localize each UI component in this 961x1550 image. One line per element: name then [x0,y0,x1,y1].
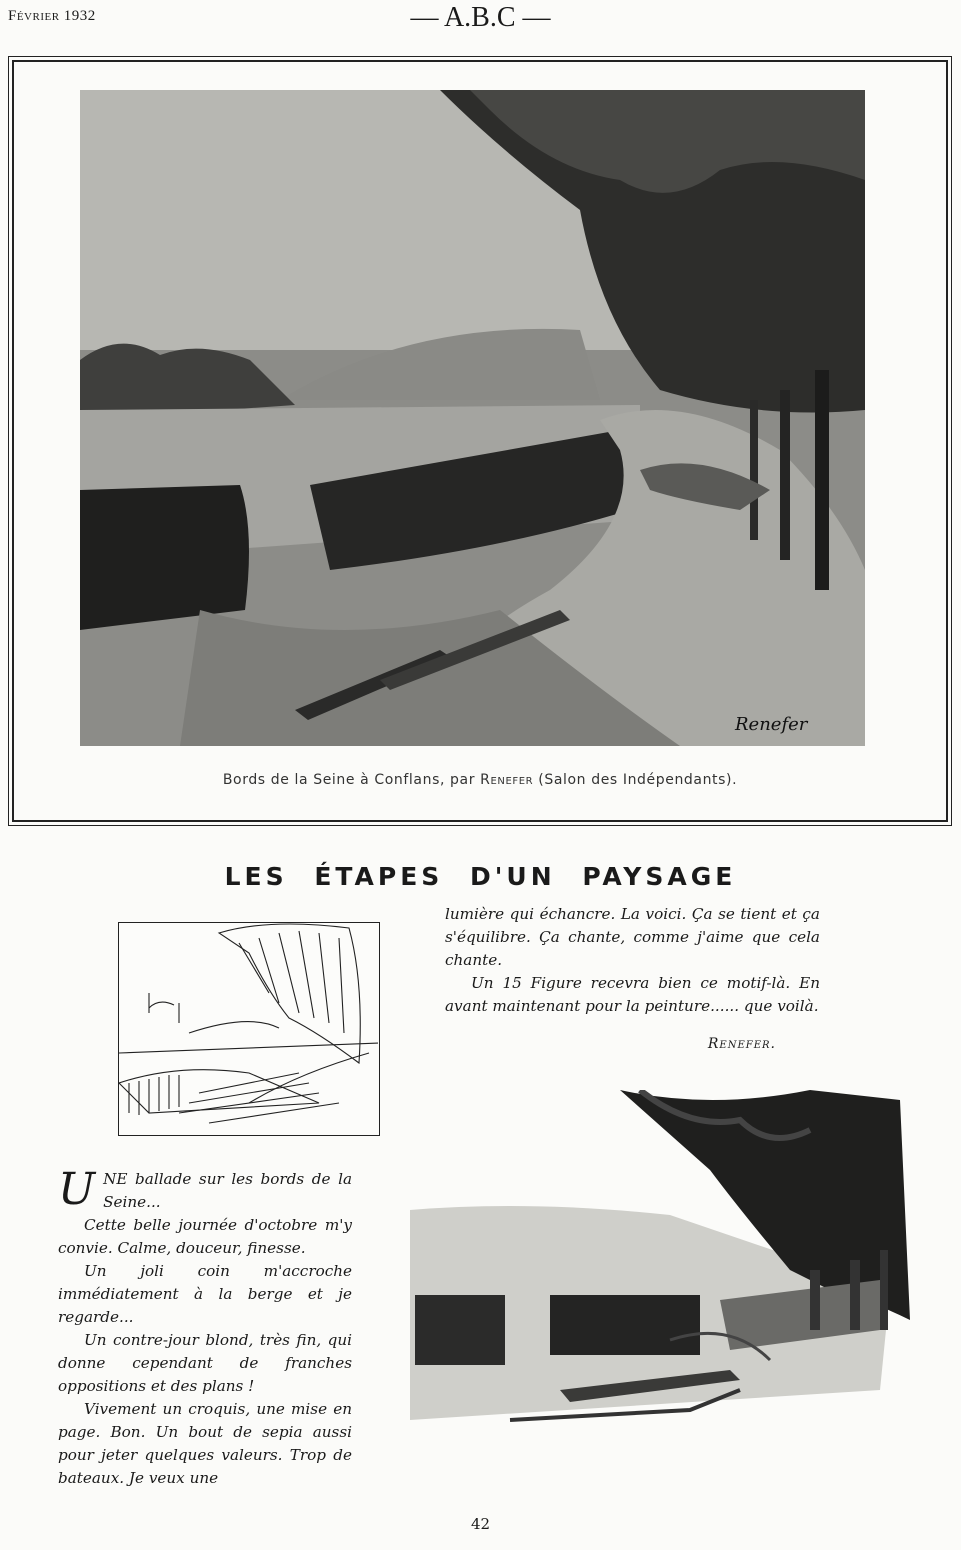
page-number: 42 [470,1515,491,1533]
running-header-title: — A.B.C — [410,2,551,33]
painting-caption [12,772,948,788]
sepia-wash-study [410,1090,910,1470]
article-column-right [445,903,820,1018]
pen-sketch-illustration [118,922,380,1136]
painting-artist-signature: Renefer [735,714,808,735]
drop-cap: U [58,1164,96,1215]
caption-artist: Renefer [480,772,534,788]
painting-seine-riverbank [80,90,865,746]
caption-title: Bords de la Seine à Conflans, par [222,772,476,788]
caption-venue: (Salon des Indépendants). [538,772,738,788]
paragraph: Vivement un croquis, une mise en page. Bon. Un bout de sepia aussi pour jeter quelques valeurs. Trop de bateaux. Je veux une [58,1400,352,1487]
paragraph: Un contre-jour blond, très fin, qui donne cependant de franches oppositions et des plans ! [58,1331,352,1395]
running-header-date: Février 1932 [8,8,96,24]
paragraph: NE ballade sur les bords de la Seine... [103,1170,352,1211]
article-title: LES ÉTAPES D'UN PAYSAGE [224,862,737,891]
paragraph: lumière qui échancre. La voici. Ça se tient et ça s'équilibre. Ça chante, comme j'aime que cela chante. [445,905,820,969]
paragraph: Un joli coin m'accroche immédiatement à la berge et je regarde... [58,1262,352,1326]
paragraph: Cette belle journée d'octobre m'y convie. Calme, douceur, finesse. [58,1216,352,1257]
paragraph: Un 15 Figure recevra bien ce motif-là. En avant maintenant pour la peinture...... que voilà. [445,974,820,1015]
article-column-left [58,1164,352,1490]
author-signature: Renefer. [707,1036,776,1052]
